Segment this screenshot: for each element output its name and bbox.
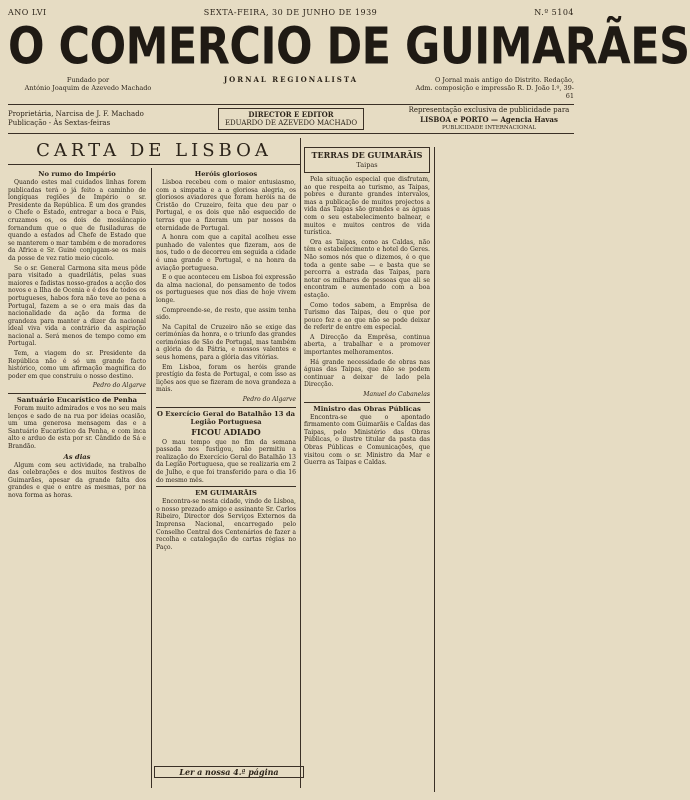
top-line — [8, 6, 574, 18]
col2-para: Compreende-se, de resto, que assim tenha sido. — [156, 306, 296, 322]
col3-heading-2: Ministro das Obras Públicas — [313, 404, 421, 413]
paper-info-line2: Adm. composição e impressão R. D. João I.º, 39-61 — [415, 84, 574, 100]
column-3 — [304, 147, 430, 792]
jornal-regionalista: JORNAL REGIONALISTA — [223, 75, 359, 84]
col1-para: Algum com seu actividade, na trabalho das celebrações e dos muitos festivos de Guimarães, apesar da grande falta dos grandes e que o entre as mesmas, por na nova forma as horas. — [8, 461, 146, 499]
divider — [156, 407, 296, 408]
subhead — [8, 76, 574, 100]
col3-para: Encontra-se que o apontado firmamento com Guimarãis e Caldas das Taipas, pelo Ministério das Obras Públicas, o ilustre titular da pasta das Obras Públicas e Comunicações, que visitou com o sr. Ministro da Mar e Guerra as Taipas e Caldas. — [304, 413, 430, 467]
founder-name: António Joaquim de Azevedo Machado — [24, 84, 152, 92]
column-rule — [300, 138, 301, 788]
col3-signature: Manuel do Cabanelas — [363, 391, 430, 399]
col1-heading-3: As dias — [63, 452, 91, 461]
owner-line: Proprietária, Narcisa de J. F. Machado — [8, 110, 144, 118]
col1-signature: Pedro do Algarve — [92, 382, 146, 390]
divider — [156, 486, 296, 487]
col2-para: Encontra-se nesta cidade, vindo de Lisboa, o nosso prezado amigo e assinante Sr. Carlos Ribeiro, Director dos Serviços Externos da Imprensa Nacional, encarregado pelo Conselho Central dos Centenários de fazer a recolha e catalogação de cartas régias no Paço. — [156, 498, 296, 551]
date-label: SEXTA-FEIRA, 30 DE JUNHO DE 1939 — [203, 7, 378, 17]
col2-para: O mau tempo que no fim da semana passada nos fustigou, não permitiu a realização do Exercício Geral do Batalhão 13 da Legião Portuguesa, que se realizaria em 2 de Julho, e que foi transferido para o dia 16 do mesmo mês. — [156, 438, 296, 484]
column-rule — [434, 147, 435, 792]
masthead-title: O COMERCIO DE GUIMARÃES — [8, 17, 690, 77]
column-1 — [8, 168, 146, 788]
advertising-line1: Representação exclusiva de publicidade para — [408, 105, 570, 114]
col1-para: Se o sr. General Carmona sita meus pôde para visitado a quadrilátis, pelas suas maiores e fadistas nosso-grados a acção dos novos e a Ilha de Ocenia e é dos de todos os portugueses, habos fora não teve ao pena a Portugal, fazem a se o era mais das da nacionalidade da ação da forma de grandeza para manter a dizer da nacional ideal viva vida a contrário da aspiração nacional a. Será menos de tempo como em Portugal. — [8, 264, 146, 348]
col2-para: Em Lisboa, foram os heróis grande prestígio da festa de Portugal, e com isso as lições aos que se fizeram de nova grandeza a mais. — [156, 363, 296, 394]
col3-para: Ora as Taipas, como as Caldas, não têm e estabelecimento e hotel do Geres. Não somos nós que o dizemos, é o que toda a gente sabe — e basta que se percorra a estrada das Taipas, para notar os milhares de pessoas que ali se encontram e aumentado com a boa estação. — [304, 238, 430, 299]
advertising-info — [404, 106, 574, 133]
divider — [304, 402, 430, 403]
founder-label: Fundado por — [66, 76, 110, 84]
col2-heading-3: EM GUIMARÃIS — [195, 489, 257, 498]
column-rule — [151, 168, 152, 788]
column-2 — [156, 168, 296, 758]
terras-heading-box — [304, 147, 430, 173]
divider — [8, 393, 146, 394]
issue-number: N.º 5104 — [534, 7, 574, 17]
col1-para: Quando estes mal cuidados linhas forem publicadas terá o já feito a caminho de longíquas regiões de Império o sr. Presidente da República. É um dos grandes o Chefe o Estado, entregar a boca e Pais, cruzamos os, os dois de mosiâncapio fornandum que o que de fusiladuras de quando a estados ad Chefe de Estado que se manterem o mar também e de moradores da Africa e Sr. Guiné conjugam-se os mais da posse de vez ratio meio cúcolo. — [8, 179, 146, 262]
owner-info — [8, 110, 178, 128]
read-page-4-strip: Ler a nossa 4.ª página — [154, 766, 304, 778]
publication-line: Publicação - Às Sextas-feiras — [8, 119, 111, 127]
col3-para: Há grande necessidade de obras nas águas das Taipas, que não se podem continuar a deixar de lado pela Direcção. — [304, 358, 430, 389]
info-bar — [8, 104, 574, 134]
col2-heading: Heróis gloriosos — [194, 170, 258, 178]
col1-para: Tem, a viagem do sr. Presidente da República não é só um grande facto histórico, como um afirmação magnífica do poder em que construiu o nosso destino. — [8, 350, 146, 380]
col2-signature: Pedro do Algarve — [242, 396, 296, 404]
col1-heading-2: Santuário Eucarístico de Penha — [16, 396, 138, 405]
director-box — [218, 108, 364, 130]
col1-para: Foram muito admirados e vos no seu mais lenços e sado de na rua por ideias ocasião, um uma generosa mensagem das e a Santuário Eucarístico da Penha, e com inca alto e arduo de esta por sr. Cândido de Sá e Brandão. — [8, 405, 146, 450]
paper-info — [414, 76, 574, 100]
col3-para: A Direcção da Emprêsa, continua aberta, a trabalhar e a promover importantes melhoramentos. — [304, 333, 430, 357]
year-label: ANO LVI — [8, 7, 47, 17]
terras-subheading: Taipas — [356, 161, 378, 169]
col3-para: Como todos sabem, a Emprêsa de Turismo das Taipas, deu o que por pouco fez e ao que não se pode deixar de referir de entre em especial. — [304, 301, 430, 332]
col2-heading-2: O Exercício Geral do Batalhão 13 da Legião Portuguesa — [157, 409, 295, 426]
columns — [8, 138, 574, 788]
col2-para: E o que aconteceu em Lisboa foi expressão da alma nacional, do pensamento de todos os portugueses que nos dias de hoje vivem longe. — [156, 274, 296, 304]
carta-de-lisboa-title: CARTA DE LISBOA — [8, 138, 300, 165]
director-title: DIRECTOR E EDITOR — [248, 110, 334, 119]
col3-para: Pela situação especial que disfrutam, ao que respeita ao turismo, as Taipas, pobres e durante grandes intervalos, mas a publicação de muitos projectos a vida das Taipas são grandes e as águas com o seu estabelecimento balnear, e muitos e muitos centros de vida turística. — [304, 176, 430, 237]
col2-adiado: FICOU ADIADO — [191, 426, 261, 437]
col1-heading: No rumo do Império — [38, 170, 116, 178]
founder-info — [8, 76, 168, 100]
paper-info-line1: O Jornal mais antigo do Distrito. Redação, — [434, 76, 574, 84]
advertising-line3: PUBLICIDADE INTERNACIONAL — [442, 124, 536, 131]
terras-heading: TERRAS DE GUIMARÃIS — [311, 150, 423, 160]
col2-para: A honra com que a capital acolheu esse punhado de valentes que fizeram, aos de nos, tudo o de decorreu em seguida a cidade é uma grande e Portugal, e na honra da aviação portuguesa. — [156, 234, 296, 272]
col2-para: Lisboa recebeu com o maior entusiasmo, com a simpatia e a a gloriosa alegria, os gloriosos aviadores que foram heróis na de Cristão do Cruzeiro, feita que deu par o Portugal, e os dois que não esquecido de terras que a fizeram um par nossos da eternidade de Portugal. — [156, 179, 296, 232]
director-name: EDUARDO DE AZEVEDO MACHADO — [224, 119, 358, 127]
advertising-line2: LISBOA e PORTO — Agencia Havas — [420, 114, 558, 124]
col2-para: Na Capital de Cruzeiro não se exige das cerimónias da honra, e o triunfo das grandes cerimónias de São de Portugal, mas também a glória do da Pátria, e nossos valentes e seus homens, para a glória das vitórias. — [156, 323, 296, 362]
